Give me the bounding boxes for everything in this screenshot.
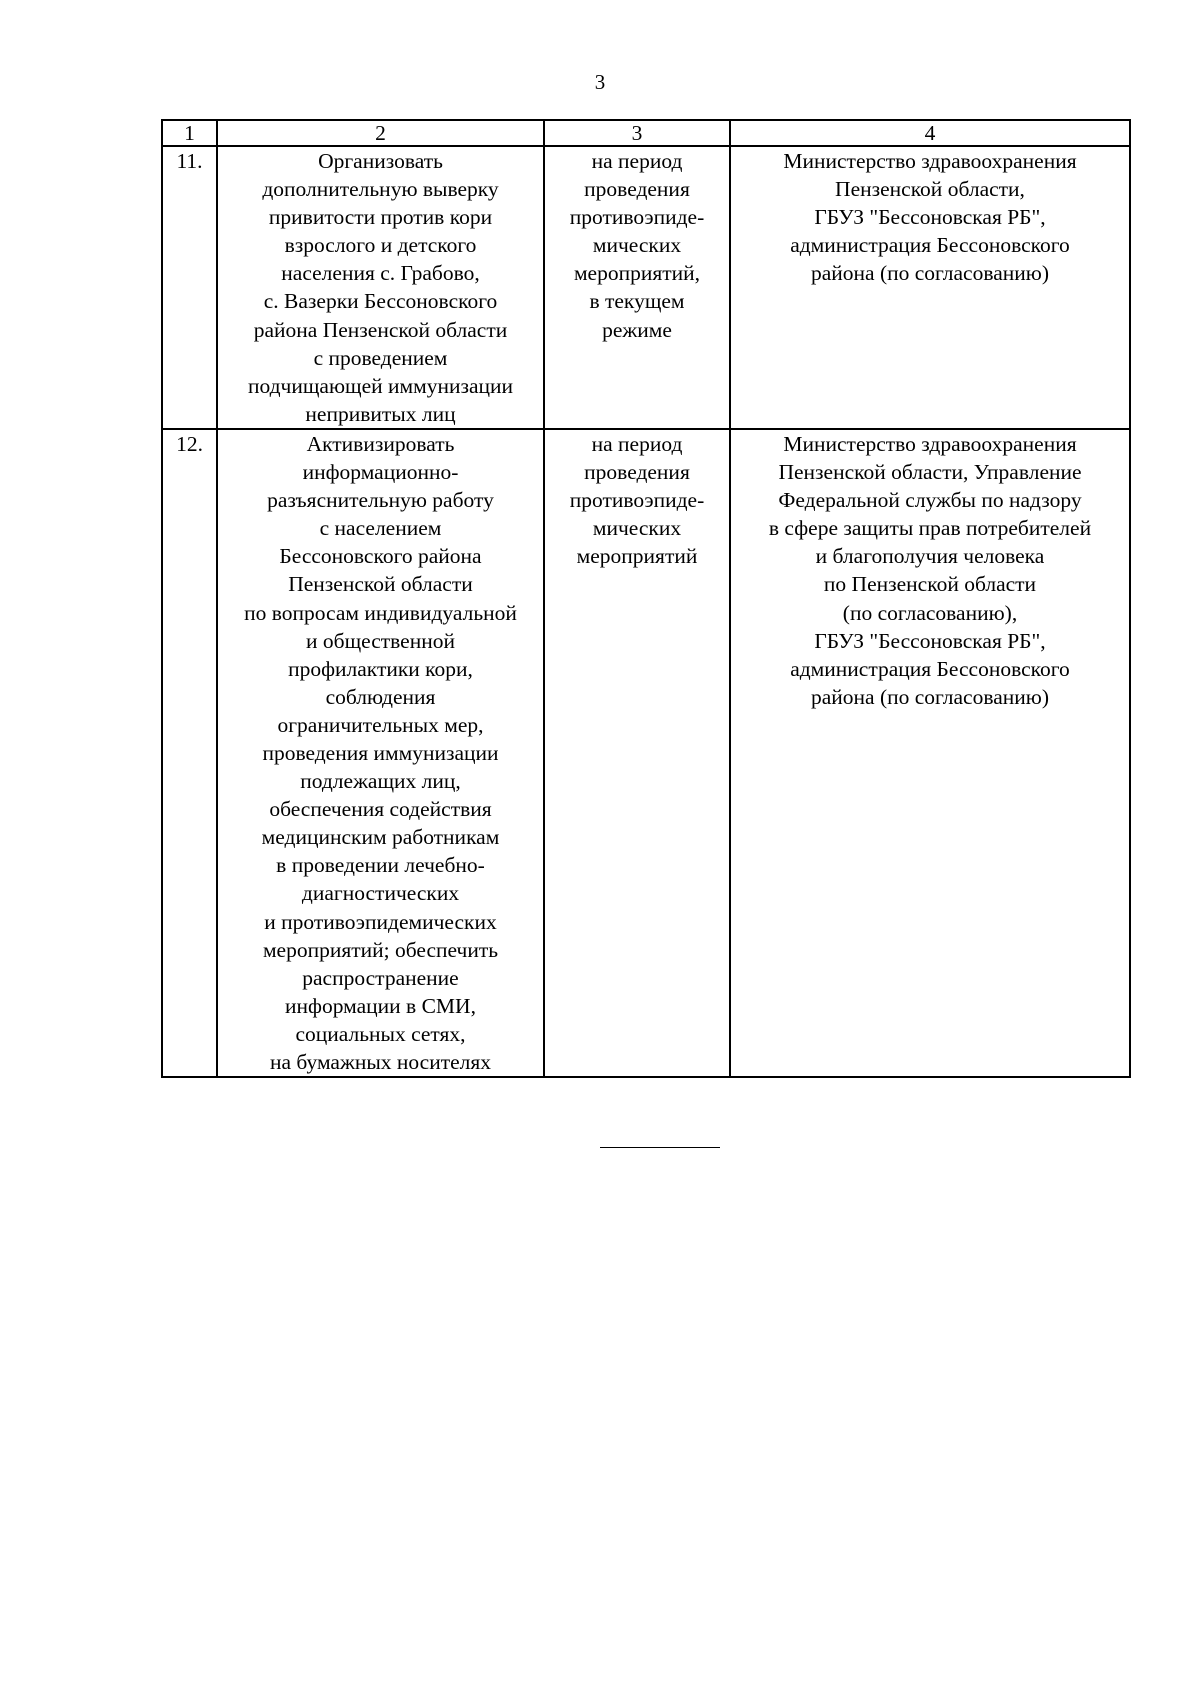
column-number-1: 1 [162, 120, 217, 146]
action-cell-line: проведения иммунизации [262, 740, 499, 765]
action-cell [217, 429, 544, 1077]
action-cell-line: на бумажных носителях [269, 1050, 492, 1074]
action-cell-line: социальных сетях, [295, 1021, 466, 1046]
period-cell-line: противоэпиде- [569, 488, 705, 513]
period-cell-line: мероприятий, [573, 261, 701, 286]
responsible-cell [730, 429, 1130, 1077]
period-cell-line: проведения [584, 460, 690, 485]
period-cell-line: мических [592, 516, 682, 541]
period-cell-line: противоэпиде- [569, 205, 705, 230]
action-cell-line: распространение [302, 965, 459, 990]
table-row [162, 146, 1130, 429]
action-cell-line: дополнительную выверку [262, 177, 499, 202]
column-number-4: 4 [730, 120, 1130, 146]
responsible-cell-line: по Пензенской области [823, 572, 1037, 597]
period-cell-line: в текущем [589, 289, 685, 314]
responsible-cell-line: Федеральной службы по надзору [778, 488, 1082, 513]
column-number-2: 2 [217, 120, 544, 146]
action-cell-line: Бессоновского района [279, 544, 482, 569]
action-cell-line: подчищающей иммунизации [247, 373, 514, 398]
period-cell-line: мероприятий [576, 544, 698, 569]
end-of-document-line [600, 1147, 720, 1148]
responsible-cell-line: Министерство здравоохранения [783, 431, 1077, 456]
action-cell-line: подлежащих лиц, [300, 769, 461, 794]
page-number: 3 [594, 70, 606, 94]
responsible-cell-line: Пензенской области, [835, 177, 1025, 202]
action-cell-line: диагностических [301, 881, 460, 906]
action-cell-line: ограничительных мер, [277, 712, 484, 737]
action-cell-line: информации в СМИ, [285, 993, 476, 1018]
responsible-cell-line: в сфере защиты прав потребителей [768, 516, 1092, 541]
column-number-3: 3 [544, 120, 730, 146]
action-cell-line: по вопросам индивидуальной [244, 600, 517, 625]
action-cell-line: профилактики кори, [288, 656, 473, 681]
responsible-cell-line: и благополучия человека [815, 544, 1045, 569]
responsible-cell-line: Пензенской области, Управление [778, 460, 1082, 485]
responsible-cell-line: ГБУЗ "Бессоновская РБ", [814, 205, 1046, 230]
action-cell [217, 146, 544, 429]
action-cell-line: разъяснительную работу [267, 488, 494, 513]
period-cell-line: на период [591, 149, 683, 173]
table-row [162, 429, 1130, 1077]
action-cell-line: непривитых лиц [305, 401, 456, 426]
action-cell-line: информационно- [302, 460, 459, 485]
period-cell-line: мических [592, 233, 682, 258]
responsible-cell-line: администрация Бессоновского [790, 233, 1070, 258]
action-cell-line: с проведением [313, 345, 448, 370]
measures-table [161, 119, 1131, 1078]
period-cell [544, 429, 730, 1077]
action-cell-line: с. Вазерки Бессоновского [263, 289, 498, 314]
action-cell-line: района Пензенской области [253, 317, 508, 342]
action-cell-line: обеспечения содействия [269, 797, 492, 822]
action-cell-line: мероприятий; обеспечить [262, 937, 499, 962]
action-cell-line: с населением [319, 516, 442, 541]
action-cell-line: взрослого и детского [284, 233, 477, 258]
row-number: 11. [162, 146, 217, 429]
period-cell-line: режиме [602, 317, 672, 342]
responsible-cell-line: ГБУЗ "Бессоновская РБ", [814, 628, 1046, 653]
responsible-cell-line: администрация Бессоновского [790, 656, 1070, 681]
row-number: 12. [162, 429, 217, 1077]
action-cell-line: и общественной [306, 628, 455, 653]
action-cell-line: Пензенской области [288, 572, 473, 597]
action-cell-line: медицинским работникам [261, 825, 500, 850]
responsible-cell [730, 146, 1130, 429]
period-cell-line: на период [591, 431, 683, 456]
responsible-cell-line: (по согласованию), [842, 600, 1018, 625]
header-row [162, 120, 1130, 146]
action-cell-line: и противоэпидемических [264, 909, 497, 934]
action-cell-line: Активизировать [306, 431, 455, 456]
action-cell-line: соблюдения [325, 684, 436, 709]
responsible-cell-line: Министерство здравоохранения [783, 149, 1077, 173]
responsible-cell-line: района (по согласованию) [811, 261, 1049, 286]
action-cell-line: Организовать [318, 149, 443, 173]
action-cell-line: привитости против кори [268, 205, 493, 230]
period-cell [544, 146, 730, 429]
period-cell-line: проведения [584, 177, 690, 202]
action-cell-line: населения с. Грабово, [281, 261, 480, 286]
action-cell-line: в проведении лечебно- [276, 853, 485, 878]
responsible-cell-line: района (по согласованию) [811, 684, 1049, 709]
